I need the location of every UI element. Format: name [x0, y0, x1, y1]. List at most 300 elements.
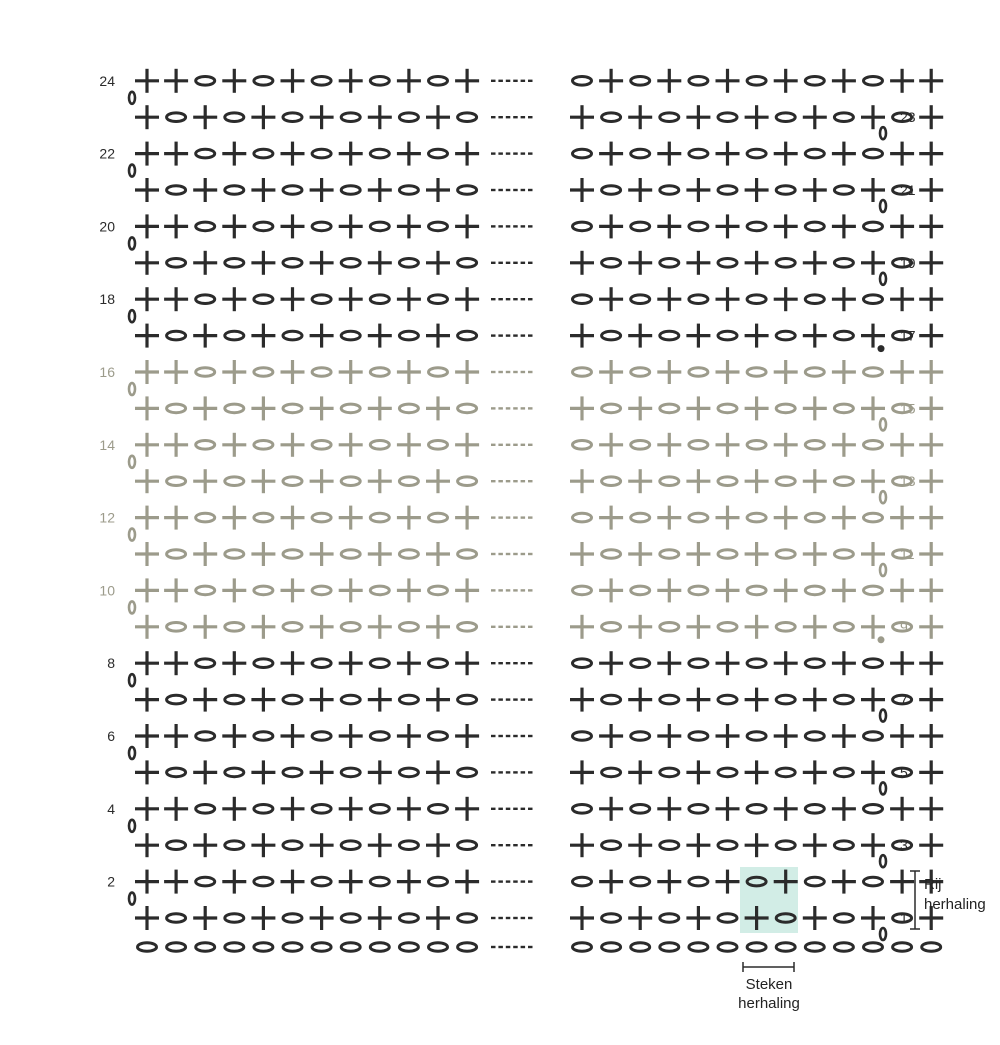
chain-stitch	[399, 477, 418, 486]
chain-stitch	[718, 477, 737, 486]
single-crochet-stitch	[832, 69, 856, 93]
single-crochet-stitch	[251, 469, 275, 493]
single-crochet-stitch	[281, 287, 305, 311]
chain-stitch	[805, 877, 824, 886]
chain-stitch	[341, 623, 360, 632]
chain-stitch	[631, 295, 650, 304]
chain-stitch	[747, 368, 766, 377]
chain-stitch	[573, 295, 592, 304]
chain-stitch	[429, 732, 448, 741]
chain-stitch	[834, 404, 853, 413]
single-crochet-stitch	[919, 396, 943, 420]
chain-stitch	[805, 77, 824, 86]
single-crochet-stitch	[599, 69, 623, 93]
chain-stitch	[399, 695, 418, 704]
single-crochet-stitch	[397, 142, 421, 166]
chain-stitch	[805, 732, 824, 741]
chain-stitch	[864, 513, 883, 522]
chain-stitch	[341, 550, 360, 559]
chart-row-14	[99, 433, 943, 468]
chain-stitch	[341, 331, 360, 340]
single-crochet-stitch	[832, 433, 856, 457]
row-number: 15	[900, 400, 916, 417]
single-crochet-stitch	[774, 797, 798, 821]
chain-stitch	[660, 623, 679, 632]
chain-stitch	[167, 259, 186, 268]
chart-row-22	[99, 142, 943, 177]
chain-stitch	[429, 222, 448, 231]
single-crochet-stitch	[628, 688, 652, 712]
chain-stitch	[341, 259, 360, 268]
single-crochet-stitch	[135, 214, 159, 238]
single-crochet-stitch	[657, 433, 681, 457]
chain-stitch	[225, 404, 244, 413]
chain-stitch	[196, 943, 215, 952]
chain-stitch	[254, 586, 273, 595]
foundation-chain-row	[138, 943, 941, 952]
single-crochet-stitch	[774, 287, 798, 311]
chain-stitch	[747, 441, 766, 450]
row-repeat-label-line1: Rij	[924, 876, 942, 893]
single-crochet-stitch	[193, 324, 217, 348]
single-crochet-stitch	[426, 760, 450, 784]
single-crochet-stitch	[570, 251, 594, 275]
chain-stitch	[805, 513, 824, 522]
chain-stitch	[341, 943, 360, 952]
chain-stitch	[718, 943, 737, 952]
row-number: 3	[900, 837, 908, 854]
single-crochet-stitch	[135, 615, 159, 639]
row-number: 19	[900, 254, 916, 271]
single-crochet-stitch	[599, 142, 623, 166]
row-number: 20	[99, 218, 115, 235]
single-crochet-stitch	[570, 324, 594, 348]
single-crochet-stitch	[919, 688, 943, 712]
single-crochet-stitch	[135, 360, 159, 384]
chain-stitch	[747, 77, 766, 86]
single-crochet-stitch	[339, 214, 363, 238]
single-crochet-stitch	[570, 178, 594, 202]
single-crochet-stitch	[890, 578, 914, 602]
chain-stitch	[370, 368, 389, 377]
single-crochet-stitch	[919, 651, 943, 675]
single-crochet-stitch	[803, 906, 827, 930]
chain-stitch	[747, 732, 766, 741]
single-crochet-stitch	[803, 760, 827, 784]
single-crochet-stitch	[716, 142, 740, 166]
single-crochet-stitch	[368, 396, 392, 420]
single-crochet-stitch	[803, 178, 827, 202]
single-crochet-stitch	[745, 833, 769, 857]
single-crochet-stitch	[193, 906, 217, 930]
chart-row-21	[135, 178, 943, 212]
single-crochet-stitch	[774, 69, 798, 93]
chain-stitch	[225, 113, 244, 122]
chain-stitch	[718, 186, 737, 195]
chain-stitch	[341, 914, 360, 923]
chain-stitch	[312, 877, 331, 886]
single-crochet-stitch	[686, 178, 710, 202]
chain-stitch	[747, 295, 766, 304]
single-crochet-stitch	[745, 396, 769, 420]
chain-stitch	[312, 805, 331, 814]
chart-row-7	[135, 688, 943, 722]
single-crochet-stitch	[570, 615, 594, 639]
chain-stitch	[864, 659, 883, 668]
single-crochet-stitch	[890, 870, 914, 894]
chain-stitch	[458, 768, 477, 777]
chain-stitch	[458, 331, 477, 340]
single-crochet-stitch	[455, 287, 479, 311]
chain-stitch	[573, 943, 592, 952]
chain-stitch	[254, 732, 273, 741]
single-crochet-stitch	[716, 506, 740, 530]
single-crochet-stitch	[135, 870, 159, 894]
chain-stitch	[864, 149, 883, 158]
chain-stitch	[660, 404, 679, 413]
chain-stitch	[196, 732, 215, 741]
chain-stitch	[225, 914, 244, 923]
turning-chain	[129, 747, 135, 759]
single-crochet-stitch	[745, 688, 769, 712]
chain-stitch	[429, 877, 448, 886]
single-crochet-stitch	[832, 287, 856, 311]
single-crochet-stitch	[426, 396, 450, 420]
single-crochet-stitch	[164, 287, 188, 311]
chain-stitch	[196, 513, 215, 522]
chain-stitch	[341, 695, 360, 704]
single-crochet-stitch	[135, 760, 159, 784]
chain-stitch	[399, 331, 418, 340]
row-number: 1	[900, 910, 908, 926]
single-crochet-stitch	[426, 105, 450, 129]
single-crochet-stitch	[222, 360, 246, 384]
chain-stitch	[283, 331, 302, 340]
chain-stitch	[689, 805, 708, 814]
chain-stitch	[805, 586, 824, 595]
single-crochet-stitch	[919, 214, 943, 238]
chain-stitch	[458, 186, 477, 195]
chain-stitch	[167, 841, 186, 850]
single-crochet-stitch	[599, 797, 623, 821]
chain-stitch	[283, 186, 302, 195]
single-crochet-stitch	[861, 178, 885, 202]
turning-chain	[129, 310, 135, 322]
chain-stitch	[689, 659, 708, 668]
single-crochet-stitch	[397, 797, 421, 821]
chain-stitch	[283, 943, 302, 952]
chart-row-2	[107, 870, 943, 905]
single-crochet-stitch	[599, 214, 623, 238]
chain-stitch	[167, 914, 186, 923]
chain-stitch	[399, 914, 418, 923]
chain-stitch	[747, 659, 766, 668]
chain-stitch	[834, 695, 853, 704]
chain-stitch	[370, 659, 389, 668]
single-crochet-stitch	[803, 833, 827, 857]
single-crochet-stitch	[919, 287, 943, 311]
row-number: 8	[107, 655, 115, 672]
chain-stitch	[138, 943, 157, 952]
single-crochet-stitch	[745, 469, 769, 493]
single-crochet-stitch	[919, 178, 943, 202]
chart-row-13	[135, 469, 943, 503]
single-crochet-stitch	[135, 469, 159, 493]
chain-stitch	[660, 550, 679, 559]
single-crochet-stitch	[426, 906, 450, 930]
single-crochet-stitch	[164, 870, 188, 894]
chain-stitch	[196, 805, 215, 814]
single-crochet-stitch	[686, 251, 710, 275]
chain-stitch	[254, 943, 273, 952]
chain-stitch	[196, 222, 215, 231]
turning-chain	[129, 529, 135, 541]
chain-stitch	[718, 768, 737, 777]
chain-stitch	[312, 513, 331, 522]
chain-stitch	[805, 295, 824, 304]
chain-stitch	[429, 441, 448, 450]
chain-stitch	[167, 404, 186, 413]
single-crochet-stitch	[281, 360, 305, 384]
chain-stitch	[631, 659, 650, 668]
single-crochet-stitch	[397, 433, 421, 457]
single-crochet-stitch	[861, 615, 885, 639]
single-crochet-stitch	[657, 360, 681, 384]
chain-stitch	[399, 113, 418, 122]
chain-stitch	[602, 943, 621, 952]
chain-stitch	[602, 331, 621, 340]
chain-stitch	[573, 513, 592, 522]
chain-stitch	[341, 477, 360, 486]
single-crochet-stitch	[716, 360, 740, 384]
chain-stitch	[689, 441, 708, 450]
single-crochet-stitch	[832, 506, 856, 530]
single-crochet-stitch	[164, 142, 188, 166]
single-crochet-stitch	[222, 724, 246, 748]
single-crochet-stitch	[281, 69, 305, 93]
turning-chain	[880, 928, 886, 940]
chain-stitch	[776, 113, 795, 122]
single-crochet-stitch	[599, 360, 623, 384]
single-crochet-stitch	[339, 651, 363, 675]
chain-stitch	[864, 441, 883, 450]
single-crochet-stitch	[803, 688, 827, 712]
single-crochet-stitch	[222, 506, 246, 530]
row-number: 4	[107, 800, 115, 817]
chain-stitch	[660, 113, 679, 122]
single-crochet-stitch	[426, 542, 450, 566]
single-crochet-stitch	[135, 433, 159, 457]
chain-stitch	[631, 943, 650, 952]
single-crochet-stitch	[339, 506, 363, 530]
chain-stitch	[254, 659, 273, 668]
chain-stitch	[834, 259, 853, 268]
single-crochet-stitch	[310, 105, 334, 129]
chart-row-5	[135, 760, 943, 794]
chart-row-23	[135, 105, 943, 139]
single-crochet-stitch	[164, 360, 188, 384]
chain-stitch	[283, 113, 302, 122]
single-crochet-stitch	[135, 833, 159, 857]
single-crochet-stitch	[774, 360, 798, 384]
single-crochet-stitch	[890, 142, 914, 166]
single-crochet-stitch	[919, 724, 943, 748]
chain-stitch	[196, 877, 215, 886]
single-crochet-stitch	[164, 69, 188, 93]
single-crochet-stitch	[686, 324, 710, 348]
chain-stitch	[254, 368, 273, 377]
chain-stitch	[660, 259, 679, 268]
single-crochet-stitch	[774, 433, 798, 457]
single-crochet-stitch	[890, 797, 914, 821]
turning-chain	[129, 165, 135, 177]
chain-stitch	[399, 550, 418, 559]
single-crochet-stitch	[310, 906, 334, 930]
single-crochet-stitch	[193, 833, 217, 857]
chain-stitch	[689, 77, 708, 86]
single-crochet-stitch	[919, 69, 943, 93]
stitch-repeat-bracket	[743, 962, 794, 972]
single-crochet-stitch	[310, 760, 334, 784]
single-crochet-stitch	[890, 214, 914, 238]
chain-stitch	[660, 914, 679, 923]
chain-stitch	[660, 186, 679, 195]
single-crochet-stitch	[716, 651, 740, 675]
single-crochet-stitch	[628, 251, 652, 275]
single-crochet-stitch	[193, 615, 217, 639]
chain-stitch	[573, 805, 592, 814]
single-crochet-stitch	[599, 433, 623, 457]
chain-stitch	[458, 623, 477, 632]
chain-stitch	[718, 841, 737, 850]
chain-stitch	[834, 914, 853, 923]
single-crochet-stitch	[686, 105, 710, 129]
single-crochet-stitch	[135, 651, 159, 675]
slip-stitch	[878, 345, 885, 352]
chart-row-4	[107, 797, 943, 832]
single-crochet-stitch	[861, 688, 885, 712]
chain-stitch	[458, 841, 477, 850]
single-crochet-stitch	[426, 324, 450, 348]
single-crochet-stitch	[861, 760, 885, 784]
chain-stitch	[225, 841, 244, 850]
single-crochet-stitch	[251, 105, 275, 129]
chain-stitch	[747, 943, 766, 952]
single-crochet-stitch	[281, 651, 305, 675]
single-crochet-stitch	[251, 324, 275, 348]
single-crochet-stitch	[455, 433, 479, 457]
single-crochet-stitch	[310, 178, 334, 202]
chain-stitch	[864, 368, 883, 377]
chain-stitch	[631, 77, 650, 86]
turning-chain	[880, 710, 886, 722]
single-crochet-stitch	[745, 178, 769, 202]
single-crochet-stitch	[890, 433, 914, 457]
single-crochet-stitch	[919, 615, 943, 639]
turning-chain	[129, 601, 135, 613]
chain-stitch	[254, 877, 273, 886]
single-crochet-stitch	[310, 615, 334, 639]
chart-row-8	[107, 651, 943, 686]
single-crochet-stitch	[135, 724, 159, 748]
chain-stitch	[631, 586, 650, 595]
single-crochet-stitch	[135, 69, 159, 93]
chain-stitch	[631, 222, 650, 231]
chart-row-6	[107, 724, 943, 759]
chain-stitch	[167, 550, 186, 559]
single-crochet-stitch	[774, 142, 798, 166]
single-crochet-stitch	[135, 178, 159, 202]
chain-stitch	[312, 732, 331, 741]
single-crochet-stitch	[339, 142, 363, 166]
single-crochet-stitch	[339, 433, 363, 457]
chain-stitch	[225, 695, 244, 704]
single-crochet-stitch	[599, 578, 623, 602]
chain-stitch	[834, 550, 853, 559]
chain-stitch	[312, 149, 331, 158]
single-crochet-stitch	[281, 797, 305, 821]
single-crochet-stitch	[310, 542, 334, 566]
single-crochet-stitch	[832, 578, 856, 602]
chain-stitch	[922, 943, 941, 952]
single-crochet-stitch	[716, 433, 740, 457]
chain-stitch	[602, 113, 621, 122]
single-crochet-stitch	[803, 396, 827, 420]
single-crochet-stitch	[890, 360, 914, 384]
chain-stitch	[602, 404, 621, 413]
chain-stitch	[458, 404, 477, 413]
chain-stitch	[399, 623, 418, 632]
single-crochet-stitch	[339, 724, 363, 748]
chain-stitch	[776, 404, 795, 413]
single-crochet-stitch	[222, 69, 246, 93]
chain-stitch	[776, 943, 795, 952]
chain-stitch	[776, 841, 795, 850]
chain-stitch	[225, 943, 244, 952]
single-crochet-stitch	[628, 324, 652, 348]
row-number: 14	[99, 436, 115, 453]
single-crochet-stitch	[861, 396, 885, 420]
chain-stitch	[573, 222, 592, 231]
single-crochet-stitch	[397, 360, 421, 384]
chain-stitch	[167, 695, 186, 704]
single-crochet-stitch	[368, 324, 392, 348]
chain-stitch	[660, 768, 679, 777]
chain-stitch	[631, 877, 650, 886]
single-crochet-stitch	[455, 797, 479, 821]
single-crochet-stitch	[164, 724, 188, 748]
chain-stitch	[834, 623, 853, 632]
chain-stitch	[341, 113, 360, 122]
chain-stitch	[167, 943, 186, 952]
turning-chain	[880, 418, 886, 430]
single-crochet-stitch	[861, 105, 885, 129]
single-crochet-stitch	[716, 578, 740, 602]
single-crochet-stitch	[919, 105, 943, 129]
row-number: 10	[99, 582, 115, 599]
single-crochet-stitch	[339, 287, 363, 311]
single-crochet-stitch	[628, 469, 652, 493]
single-crochet-stitch	[599, 724, 623, 748]
row-repeat-label-line2: herhaling	[924, 896, 986, 913]
chain-stitch	[805, 222, 824, 231]
chain-stitch	[458, 914, 477, 923]
chain-stitch	[689, 368, 708, 377]
single-crochet-stitch	[657, 578, 681, 602]
single-crochet-stitch	[745, 105, 769, 129]
chain-stitch	[573, 877, 592, 886]
chain-stitch	[429, 368, 448, 377]
